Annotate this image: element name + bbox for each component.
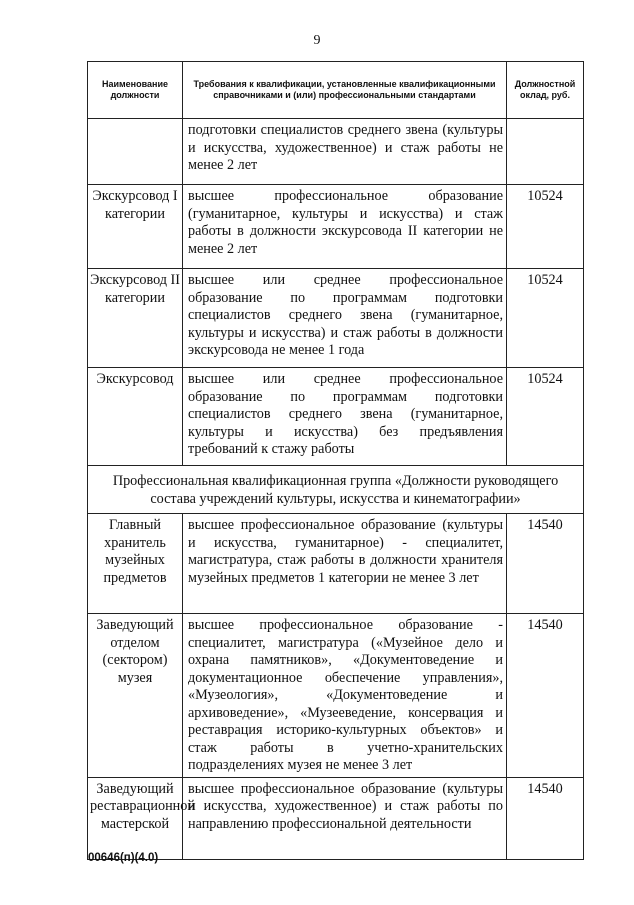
qualification-requirements: высшее профессиональное образование (культуры и искусства, художественное) и стаж работы по направлению профессиональной деятельности xyxy=(183,777,507,859)
position-name: Заведующий отделом (сектором) музея xyxy=(88,614,183,778)
salary: 10524 xyxy=(507,185,584,269)
table-header-row xyxy=(88,62,584,119)
table-row xyxy=(88,119,584,185)
qualification-requirements: высшее профессиональное образование (гуманитарное, культуры и искусства) и стаж работы в должности экскурсовода II категории не менее 2 лет xyxy=(183,185,507,269)
salary: 14540 xyxy=(507,614,584,778)
qualification-requirements: высшее или среднее профессиональное образование по программам подготовки специалистов среднего звена (гуманитарное, культуры и искусства) без предъявления требований к стажу работы xyxy=(183,368,507,466)
table-row xyxy=(88,269,584,368)
document-code: 00646(п)(4.0) xyxy=(88,852,159,864)
salary: 14540 xyxy=(507,777,584,859)
position-name: Экскурсовод I категории xyxy=(88,185,183,269)
table-row xyxy=(88,514,584,614)
salary xyxy=(507,119,584,185)
header-salary: Должностной оклад, руб. xyxy=(507,62,584,119)
position-name: Экскурсовод II категории xyxy=(88,269,183,368)
qualification-requirements: подготовки специалистов среднего звена (культуры и искусства, художественное) и стаж работы не менее 2 лет xyxy=(183,119,507,185)
salary: 14540 xyxy=(507,514,584,614)
qualification-requirements: высшее профессиональное образование - специалитет, магистратура («Музейное дело и охрана памятников», «Документоведение и документационное обеспечение управления», «Музеология», «Документоведение и архивоведение», «Музееведение, консервация и реставрация историко-культурных объектов» и стаж работы в учетно-хранительских подразделениях музея не менее 3 лет xyxy=(183,614,507,778)
group-heading-row xyxy=(88,466,584,514)
table-row xyxy=(88,777,584,859)
table-row xyxy=(88,368,584,466)
position-name: Главный хранитель музейных предметов xyxy=(88,514,183,614)
group-heading: Профессиональная квалификационная группа «Должности руководящего состава учреждений культуры, искусства и кинематографии» xyxy=(88,466,584,514)
table-row xyxy=(88,185,584,269)
header-qualification-requirements: Требования к квалификации, установленные квалификационными справочниками и (или) профессиональными стандартами xyxy=(183,62,507,119)
qualification-table xyxy=(87,61,584,860)
position-name: Экскурсовод xyxy=(88,368,183,466)
position-name: Заведующий реставрационной мастерской xyxy=(88,777,183,859)
position-name xyxy=(88,119,183,185)
table-row xyxy=(88,614,584,778)
qualification-requirements: высшее или среднее профессиональное образование по программам подготовки специалистов среднего звена (гуманитарное, культуры и искусства) и стаж работы в должности экскурсовода не менее 1 года xyxy=(183,269,507,368)
salary: 10524 xyxy=(507,269,584,368)
qualification-requirements: высшее профессиональное образование (культуры и искусства, гуманитарное) - специалитет, магистратура, стаж работы в должности хранителя музейных предметов 1 категории не менее 3 лет xyxy=(183,514,507,614)
salary: 10524 xyxy=(507,368,584,466)
header-position-name: Наименование должности xyxy=(88,62,183,119)
page-number: 9 xyxy=(313,33,321,48)
